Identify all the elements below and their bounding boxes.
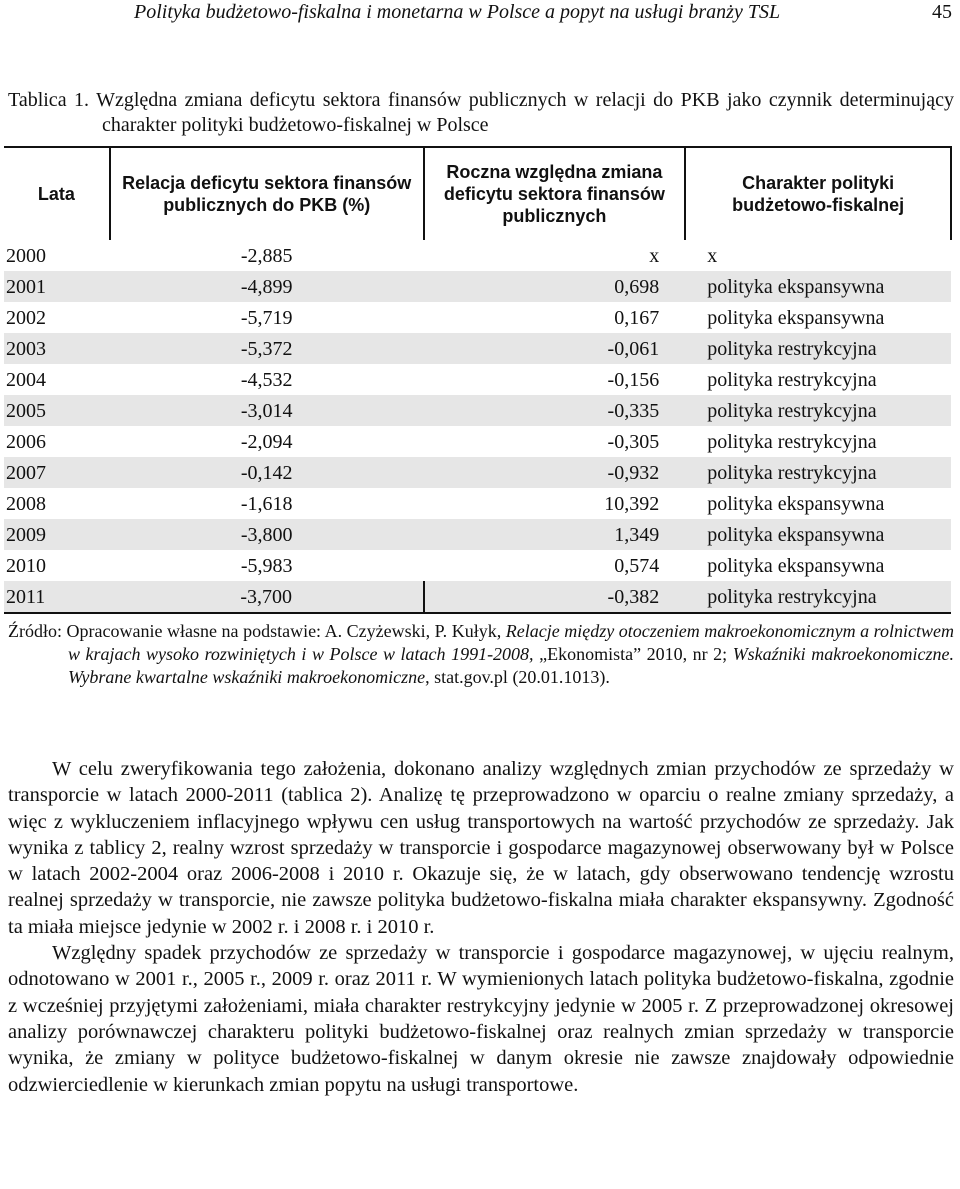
cell-ratio: -3,014 [110,395,424,426]
source-note [8,620,954,689]
body-text [8,756,954,1098]
table-row [4,426,951,457]
cell-policy: x [707,244,718,267]
cell-change: 10,392 [604,492,660,515]
cell-change: -0,305 [607,430,660,453]
cell-policy: polityka ekspansywna [685,271,951,302]
table-row [4,240,951,271]
cell-change: 1,349 [424,519,686,550]
table-row [4,581,951,613]
cell-year: 2004 [6,368,46,391]
cell-ratio: -0,142 [110,457,424,488]
cell-ratio: -4,532 [240,368,293,391]
cell-ratio: -2,885 [240,244,293,267]
header-deficit-ratio: Relacja deficytu sektora finansów publicznych do PKB (%) [110,147,424,240]
table-row [4,271,951,302]
header-years: Lata [4,147,110,240]
table-caption: Tablica 1. Względna zmiana deficytu sektora finansów publicznych w relacji do PKB jako czynnik determinujący charakter polityki budżetowo-fiskalnej w Polsce [8,89,954,136]
deficit-table [4,146,952,614]
cell-year: 2006 [6,430,46,453]
paragraph-2: Względny spadek przychodów ze sprzedaży w transporcie i gospodarce magazynowej, w ujęciu realnym, odnotowano w 2001 r., 2005 r., 2009 r. oraz 2011 r. W wymienionych latach polityka budżetowo-fiskalna, zgodnie z wcześniej przyjętymi założeniami, miała charakter restrykcyjny jedynie w 2005 r. Z przeprowadzonej okresowej analizy porównawczej charakteru polityki budżetowo-fiskalnej oraz realnych zmian sprzedaży w transporcie wynika, że zmiany w polityce budżetowo-fiskalnej w danym okresie nie zawsze znajdowały odpowiednie odzwierciedlenie w kierunkach zmian popytu na usługi transportowe. [8,942,954,1096]
cell-policy: polityka restrykcyjna [707,368,877,391]
cell-ratio: -5,372 [110,333,424,364]
cell-policy: polityka ekspansywna [685,519,951,550]
cell-year: 2007 [4,457,110,488]
table-row [4,302,951,333]
cell-year: 2010 [6,554,46,577]
cell-change: 0,167 [614,306,660,329]
cell-policy: polityka restrykcyjna [685,333,951,364]
cell-ratio: -3,800 [110,519,424,550]
source-text: Źródło: Opracowanie własne na podstawie: A. Czyżewski, P. Kułyk, [8,621,506,641]
cell-year: 2005 [4,395,110,426]
table-header-row [4,147,951,240]
table-row [4,519,951,550]
cell-change: -0,382 [424,581,686,613]
cell-policy: polityka restrykcyjna [685,457,951,488]
cell-ratio: -4,899 [110,271,424,302]
cell-ratio: -5,983 [240,554,293,577]
cell-year: 2003 [4,333,110,364]
cell-policy: polityka restrykcyjna [707,430,877,453]
cell-policy: polityka ekspansywna [707,554,885,577]
cell-year: 2008 [6,492,46,515]
cell-ratio: -1,618 [240,492,293,515]
cell-change: x [649,244,660,267]
cell-policy: polityka restrykcyjna [685,581,951,613]
source-url-date: , stat.gov.pl (20.01.1013). [425,667,610,687]
cell-year: 2000 [6,244,46,267]
cell-ratio: -2,094 [240,430,293,453]
cell-change: 0,574 [614,554,660,577]
table-row [4,333,951,364]
cell-year: 2009 [4,519,110,550]
table-row [4,550,951,581]
table-row [4,364,951,395]
cell-year: 2002 [6,306,46,329]
cell-change: -0,932 [424,457,686,488]
cell-change: 0,698 [424,271,686,302]
header-relative-change: Roczna względna zmiana deficytu sektora finansów publicznych [424,147,686,240]
table-row [4,488,951,519]
cell-policy: polityka restrykcyjna [685,395,951,426]
cell-ratio: -3,700 [110,581,424,613]
running-header: Polityka budżetowo-fiskalna i monetarna w Polsce a popyt na usługi branży TSL [134,1,781,23]
source-title-1: Relacje między otoczeniem makroekonomicznym a rolnictwem w krajach wysoko rozwiniętych i w Polsce w latach 1991-2008, [68,621,954,664]
page-number: 45 [932,1,952,23]
header-policy-character: Charakter polityki budżetowo-fiskalnej [685,147,951,240]
table-row [4,457,951,488]
cell-change: -0,061 [424,333,686,364]
paragraph-1: W celu zweryfikowania tego założenia, dokonano analizy względnych zmian przychodów ze sprzedaży w transporcie w latach 2000-2011 (tablica 2). Analizę tę przeprowadzono w oparciu o realne zmiany sprzedaży, a więc z wykluczeniem inflacyjnego wpływu cen usług transportowych na wartość przychodów ze sprzedaży. Jak wynika z tablicy 2, realny wzrost sprzedaży w transporcie i gospodarce magazynowej obserwowany był w Polsce w latach 2002-2004 oraz 2006-2008 i 2010 r. Okazuje się, że w latach, gdy obserwowano tendencję wzrostu realnej sprzedaży w transporcie, nie zawsze polityka budżetowo-fiskalna miała charakter ekspansywny. Zgodność ta miała miejsce jedynie w 2002 r. i 2008 r. i 2010 r. [8,758,954,938]
cell-ratio: -5,719 [240,306,293,329]
source-journal: „Ekonomista” 2010, nr 2; [533,644,733,664]
cell-change: -0,156 [607,368,660,391]
table-row [4,395,951,426]
cell-policy: polityka ekspansywna [707,492,885,515]
cell-year: 2001 [4,271,110,302]
table-body [4,240,951,613]
cell-year: 2011 [4,581,110,613]
cell-policy: polityka ekspansywna [707,306,885,329]
source-title-2: Wskaźniki makroekonomiczne. Wybrane kwartalne wskaźniki makroekonomiczne [68,644,954,687]
cell-change: -0,335 [424,395,686,426]
